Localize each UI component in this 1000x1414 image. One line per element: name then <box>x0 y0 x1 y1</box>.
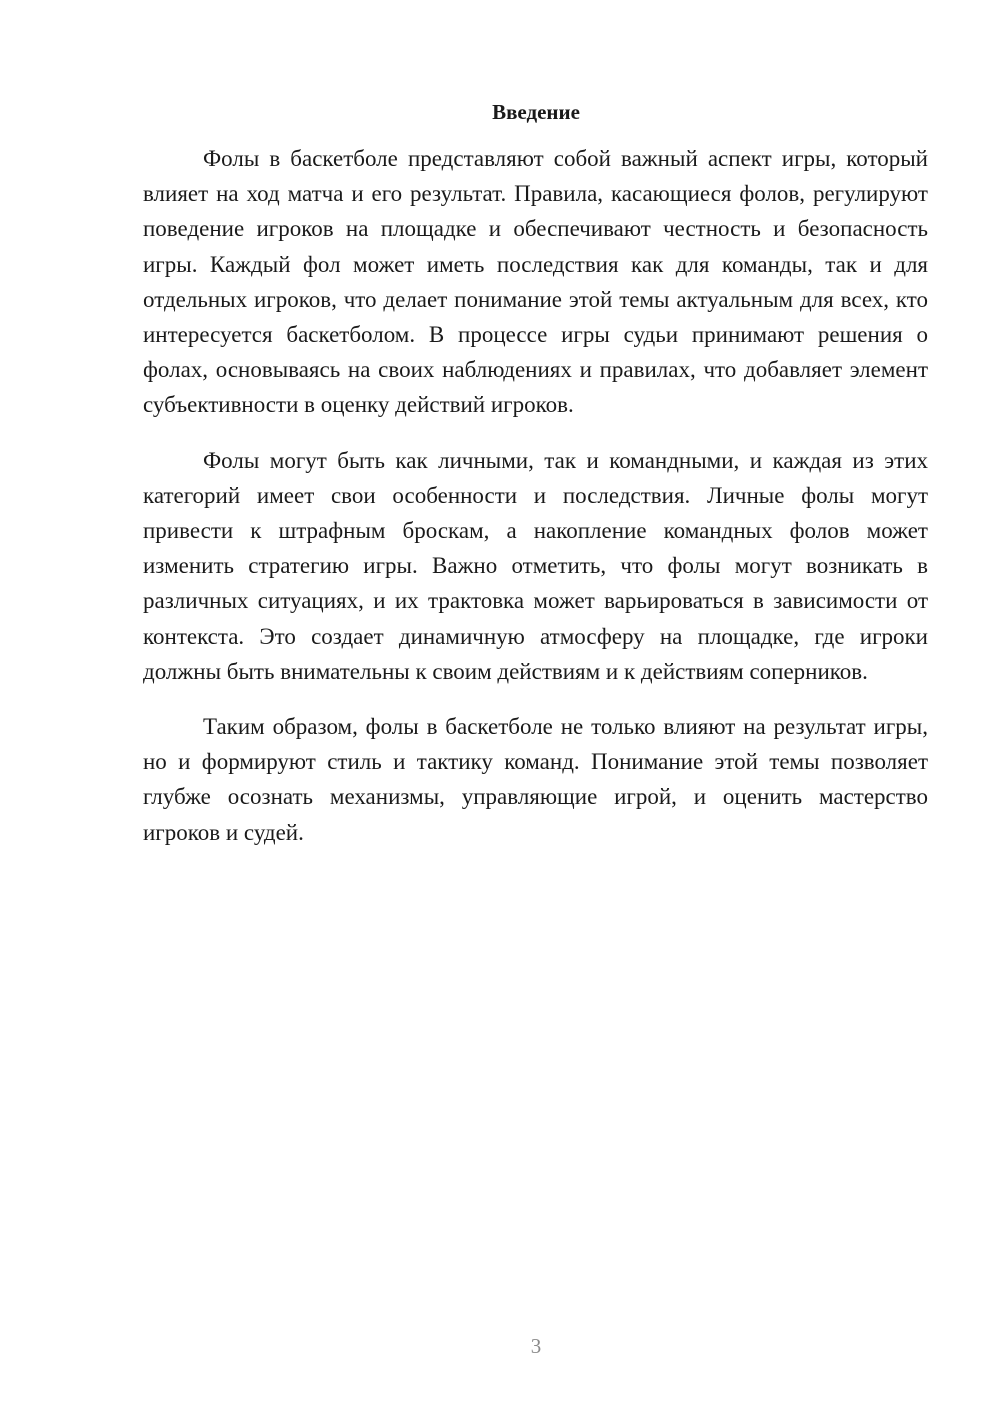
body-text <box>143 141 928 870</box>
paragraph-3: Таким образом, фолы в баскетболе не только влияют на результат игры, но и формируют стиль и тактику команд. Понимание этой темы позволяет глубже осознать механизмы, управляющие игрой, и оценить мастерство игроков и судей. <box>143 714 928 845</box>
section-heading: Введение <box>492 100 580 124</box>
page-number: 3 <box>530 1334 542 1358</box>
paragraph-2: Фолы могут быть как личными, так и командными, и каждая из этих категорий имеет свои особенности и последствия. Личные фолы могут привести к штрафным броскам, а накопление командных фолов может изменить стратегию игры. Важно отметить, что фолы могут возникать в различных ситуациях, и их трактовка может варьироваться в зависимости от контекста. Это создает динамичную атмосферу на площадке, где игроки должны быть внимательны к своим действиям и к действиям соперников. <box>143 447 928 684</box>
paragraph-1: Фолы в баскетболе представляют собой важный аспект игры, который влияет на ход матча и его результат. Правила, касающиеся фолов, регулируют поведение игроков на площадке и обеспечивают честность и безопасность игры. Каждый фол может иметь последствия как для команды, так и для отдельных игроков, что делает понимание этой темы актуальным для всех, кто интересуется баскетболом. В процессе игры судьи принимают решения о фолах, основываясь на своих наблюдениях и правилах, что добавляет элемент субъективности в оценку действий игроков. <box>143 146 928 418</box>
